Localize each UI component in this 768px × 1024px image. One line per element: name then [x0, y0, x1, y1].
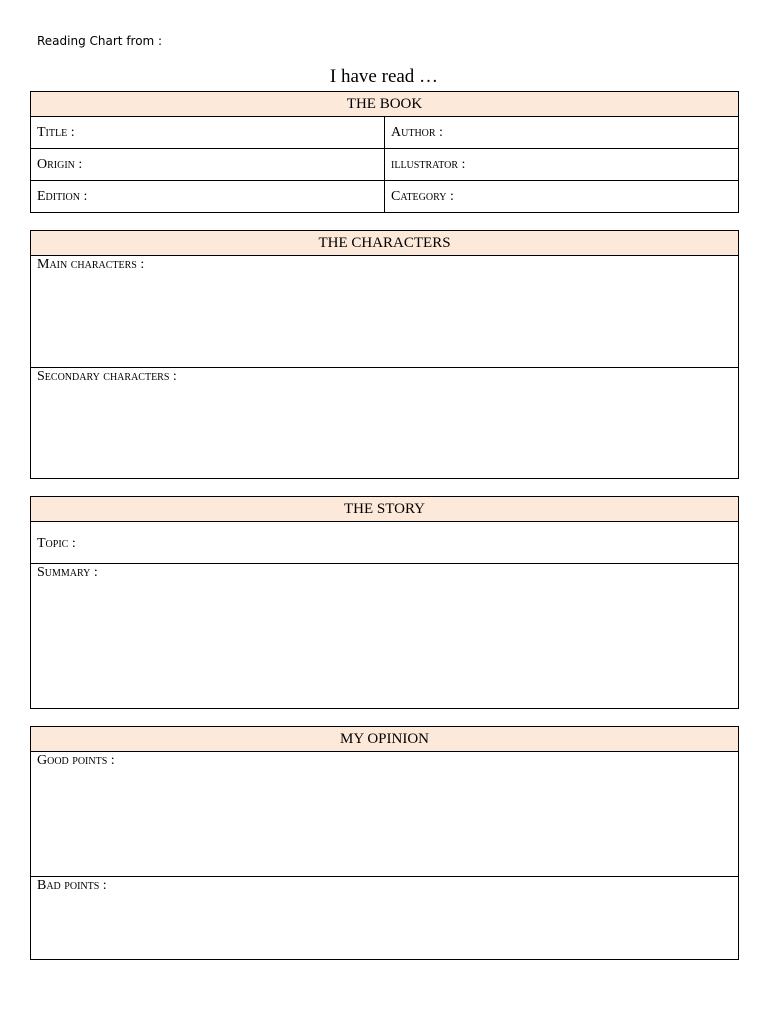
- secondary-characters-label: Secondary characters :: [37, 369, 177, 384]
- book-section: [30, 91, 739, 213]
- author-label: Author :: [391, 124, 443, 140]
- reading-chart-from-label: Reading Chart from :: [37, 34, 163, 48]
- illustrator-field[interactable]: [385, 149, 738, 180]
- main-characters-field[interactable]: [31, 256, 738, 368]
- bad-points-label: Bad points :: [37, 878, 107, 893]
- good-points-label: Good points :: [37, 753, 115, 768]
- summary-label: Summary :: [37, 565, 98, 580]
- main-characters-label: Main characters :: [37, 257, 145, 272]
- story-section: [30, 496, 739, 709]
- book-row-edition-category: [31, 181, 738, 212]
- category-label: Category :: [391, 188, 454, 204]
- topic-label: Topic :: [37, 535, 76, 551]
- title-field[interactable]: [31, 117, 385, 148]
- story-section-heading: THE STORY: [31, 497, 738, 522]
- opinion-section: [30, 726, 739, 960]
- illustrator-label: illustrator :: [391, 156, 466, 172]
- category-field[interactable]: [385, 181, 738, 212]
- book-row-title-author: [31, 117, 738, 149]
- topic-field[interactable]: [31, 522, 738, 564]
- edition-field[interactable]: [31, 181, 385, 212]
- author-field[interactable]: [385, 117, 738, 148]
- book-row-origin-illustrator: [31, 149, 738, 181]
- edition-label: Edition :: [37, 188, 88, 204]
- characters-section: [30, 230, 739, 479]
- opinion-section-heading: MY OPINION: [31, 727, 738, 752]
- origin-label: Origin :: [37, 156, 83, 172]
- characters-section-heading: THE CHARACTERS: [31, 231, 738, 256]
- page-title: I have read …: [329, 66, 439, 87]
- title-label: Title :: [37, 124, 75, 140]
- good-points-field[interactable]: [31, 752, 738, 877]
- bad-points-field[interactable]: [31, 877, 738, 958]
- summary-field[interactable]: [31, 564, 738, 707]
- secondary-characters-field[interactable]: [31, 368, 738, 477]
- origin-field[interactable]: [31, 149, 385, 180]
- book-section-heading: THE BOOK: [31, 92, 738, 117]
